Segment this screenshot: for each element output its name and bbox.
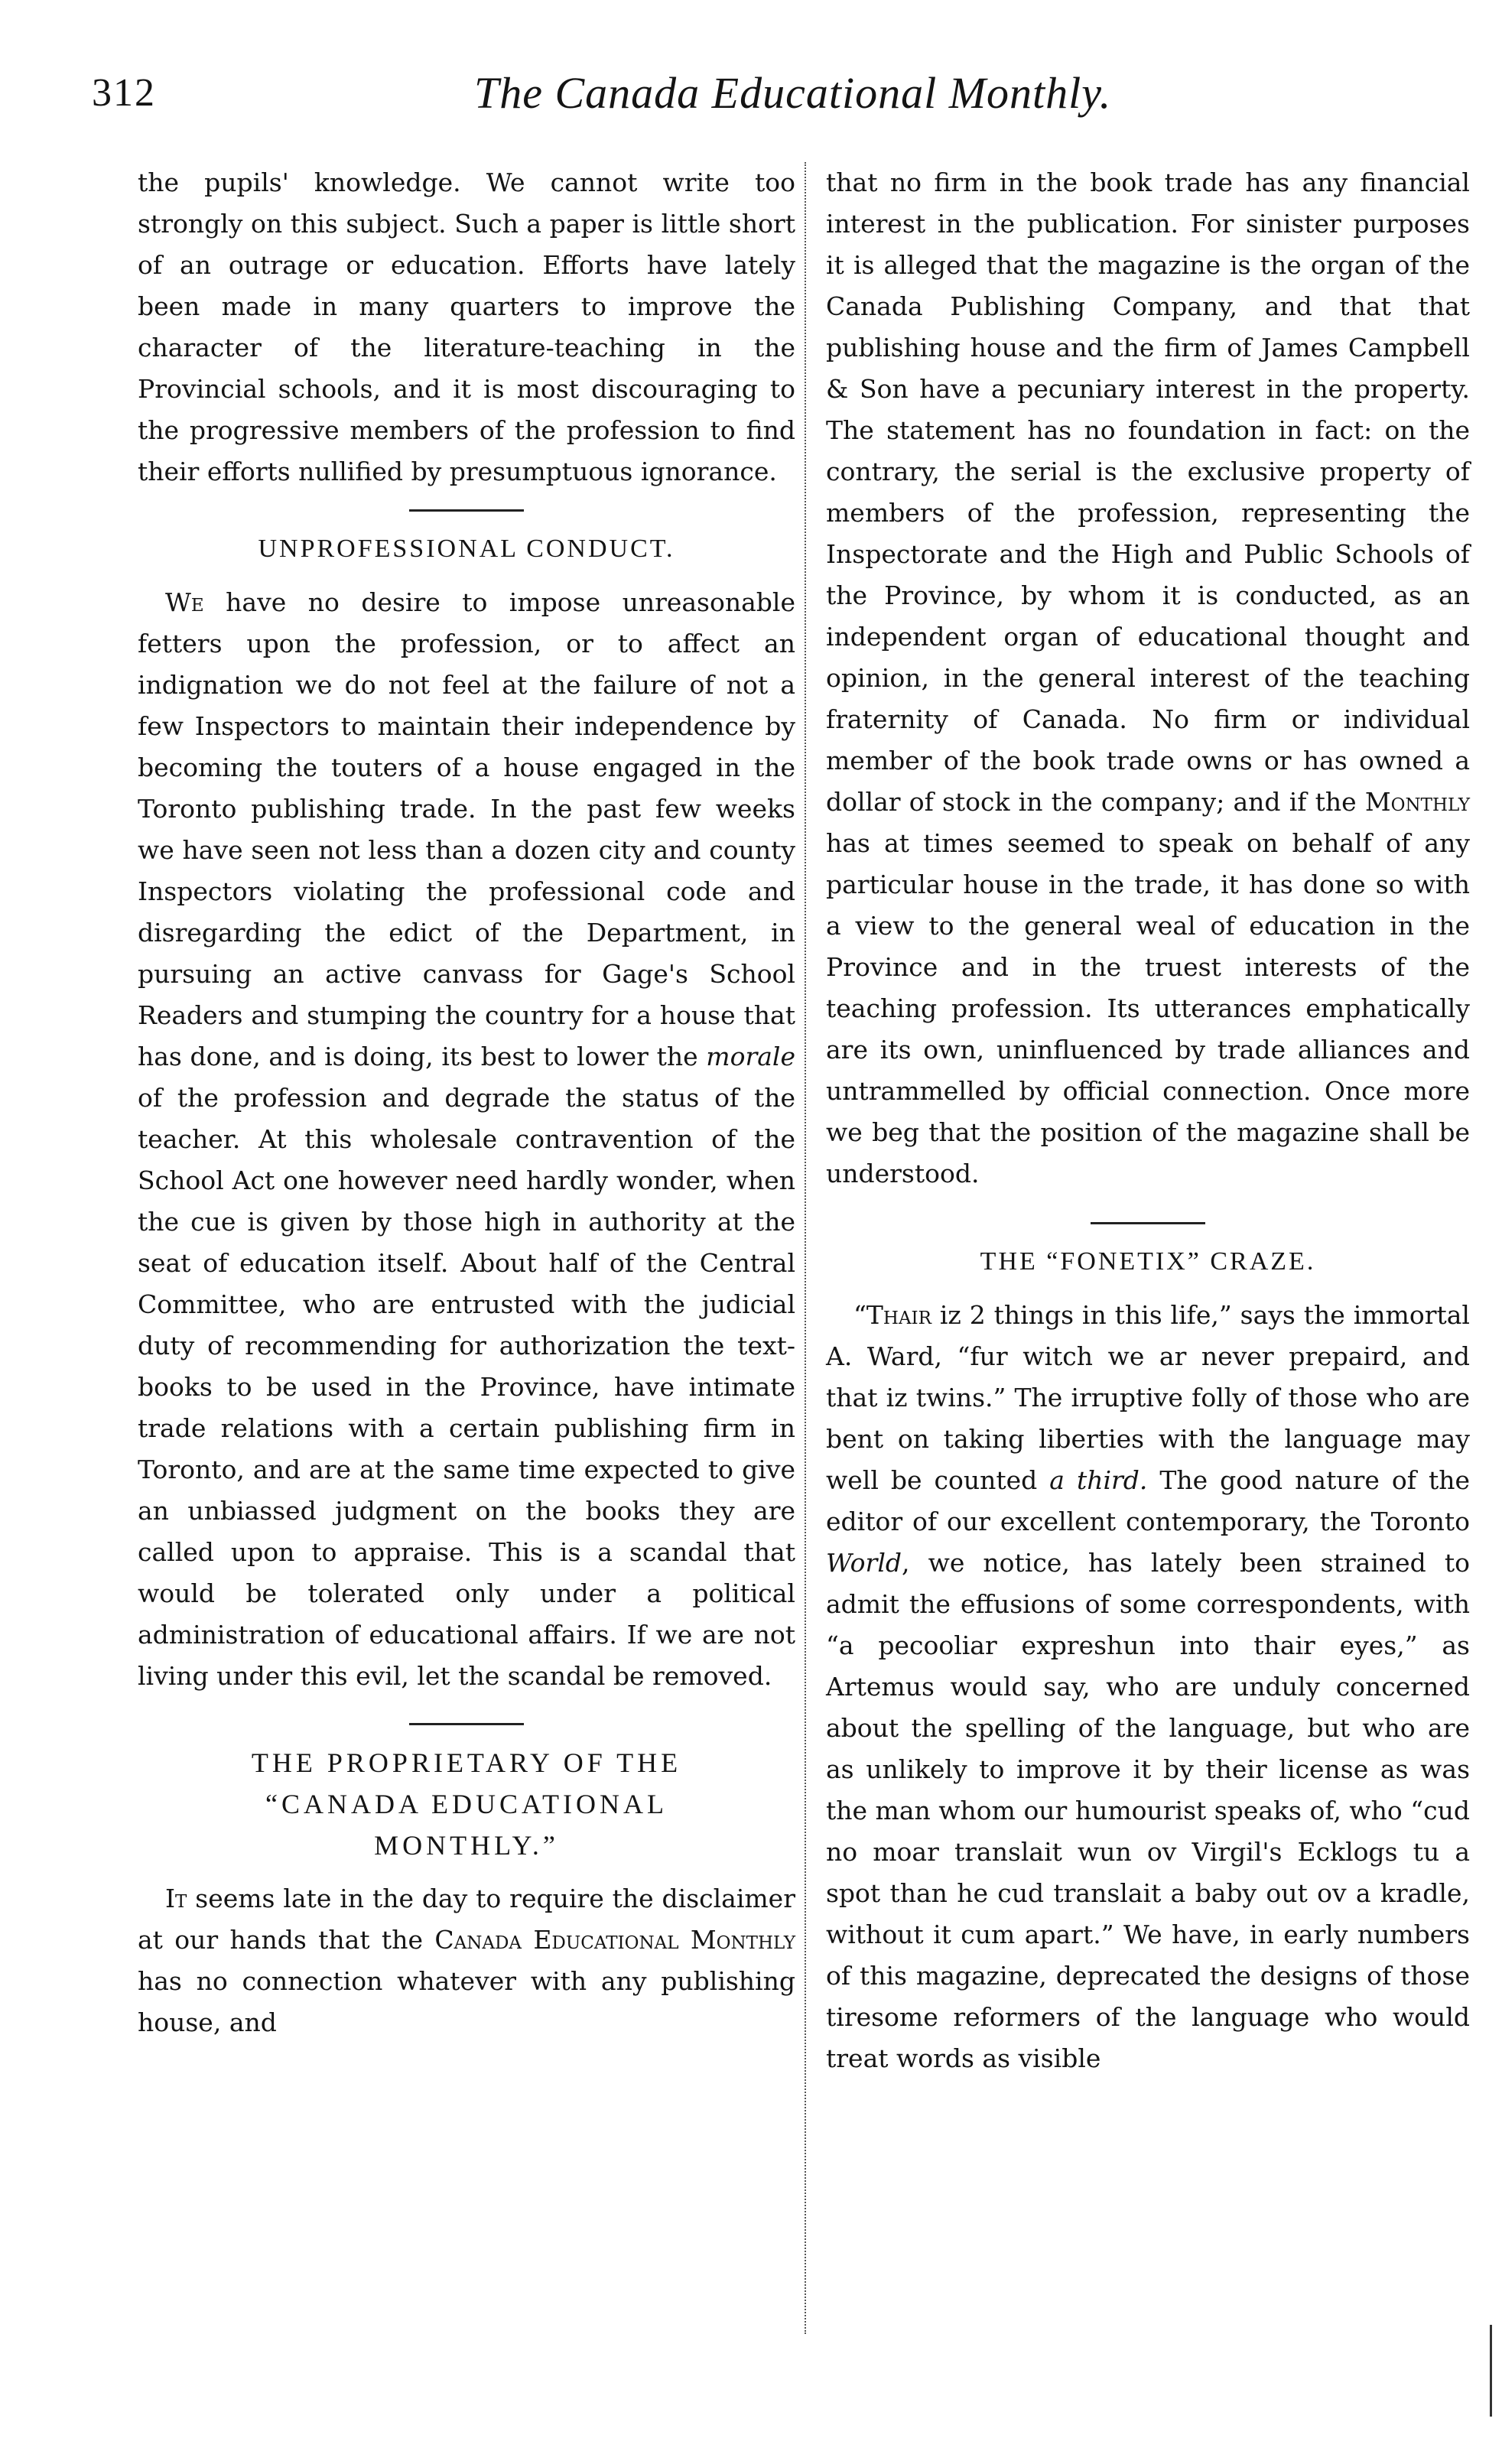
section-rule [409, 1723, 524, 1725]
heading-proprietary [138, 1742, 795, 1866]
running-head: The Canada Educational Monthly. [474, 68, 1112, 118]
drop-word: We [165, 587, 204, 617]
left-paragraph-1: the pupils' knowledge. We cannot write too strongly on this subject. Such a paper is little short of an outrage or education. Efforts have lately been made in many quarters to improve the character of the literature-teaching in the Provincial schools, and it is most discouraging to the progressive members of the profession to find their efforts nullified by presumptuous ignorance. [138, 167, 795, 486]
heading-line: THE PROPRIETARY OF THE [251, 1747, 682, 1778]
right-paragraph-2 [826, 1295, 1470, 2079]
text-run: iz 2 things in this life,” says the immortal A. Ward, “fur witch we ar never prepaird, and that iz twins.” The irruptive folly of those who are bent on taking liberties with the language may well be counted [826, 1300, 1470, 1495]
section-rule [409, 509, 524, 512]
text-run: seems late in the day to require the disclaimer at our hands that the [138, 1884, 795, 1955]
heading-unprofessional-conduct: UNPROFESSIONAL CONDUCT. [258, 535, 675, 563]
small-caps-name: Monthly [1364, 787, 1470, 817]
text-run: has no connection whatever with any publishing house, and [138, 1966, 795, 2037]
drop-word: “Thair [853, 1300, 931, 1330]
right-paragraph-1 [826, 162, 1470, 1195]
column-divider [805, 162, 806, 2334]
italic-word: morale [706, 1042, 795, 1071]
text-run: The good nature of the editor of our excellent contemporary, the Toronto [826, 1465, 1470, 1536]
section-rule [1091, 1222, 1205, 1224]
left-column [138, 162, 795, 2043]
text-run: have no desire to impose unreasonable fetters upon the profession, or to affect an indignation we do not feel at the failure of not a few Inspectors to maintain their independence by becoming the touters of a house engaged in the Toronto publishing trade. In the past few weeks we have seen not less than a dozen city and county Inspectors violating the professional code and disregarding the edict of the Department, in pursuing an active canvass for Gage's School Readers and stumping the country for a house that has done, and is doing, its best to lower the [138, 587, 795, 1071]
heading-line: “CANADA EDUCATIONAL [265, 1789, 668, 1819]
left-paragraph-3 [138, 1878, 795, 2043]
left-paragraph-2 [138, 582, 795, 1697]
margin-mark [1490, 2325, 1492, 2417]
heading-line: MONTHLY.” [374, 1830, 559, 1861]
page-number: 312 [92, 71, 156, 115]
right-column [826, 162, 1470, 2079]
italic-word: a third. [1049, 1465, 1148, 1495]
drop-word: It [165, 1884, 187, 1913]
text-run: has at times seemed to speak on behalf of any particular house in the trade, it has done so with a view to the general weal of education in the Province and in the truest interests of the teaching profession. Its utterances emphatically are its own, uninfluenced by trade alliances and untrammelled by official connection. Once more we beg that the position of the magazine shall be understood. [826, 828, 1470, 1188]
heading-fonetix-craze: THE “FONETIX” CRAZE. [980, 1247, 1316, 1276]
text-run: of the profession and degrade the status of the teacher. At this wholesale contravention of the School Act one however need hardly wonder, when the cue is given by those high in authority at the seat of education itself. About half of the Central Committee, who are entrusted with the judicial duty of recommending for authorization the text-books to be used in the Province, have intimate trade relations with a certain publishing firm in Toronto, and are at the same time expected to give an unbiassed judgment on the books they are called upon to appraise. This is a scandal that would be tolerated only under a political administration of educational affairs. If we are not living under this evil, let the scandal be removed. [138, 1083, 795, 1691]
text-run: , we notice, has lately been strained to admit the effusions of some correspondents, with “a pecooliar expreshun into thair eyes,” as Artemus would say, who are unduly concerned about the spelling of the language, but who are as unlikely to improve it by their license as was the man whom our humourist speaks of, who “cud no moar translait wun ov Virgil's Ecklogs tu a spot than he cud translait a baby out ov a kradle, without it cum apart.” We have, in early numbers of this magazine, deprecated the designs of those tiresome reformers of the language who would treat words as visible [826, 1548, 1470, 2073]
small-caps-name: Canada Educational Monthly [434, 1925, 796, 1955]
italic-word: World [826, 1548, 902, 1578]
text-run: that no firm in the book trade has any financial interest in the publication. For sinister purposes it is alleged that the magazine is the organ of the Canada Publishing Company, and that that publishing house and the firm of James Campbell & Son have a pecuniary interest in the property. The statement has no foundation in fact: on the contrary, the serial is the exclusive property of members of the profession, representing the Inspectorate and the High and Public Schools of the Province, by whom it is conducted, as an independent organ of educational thought and opinion, in the general interest of the teaching fraternity of Canada. No firm or individual member of the book trade owns or has owned a dollar of stock in the company; and if the [826, 167, 1470, 817]
